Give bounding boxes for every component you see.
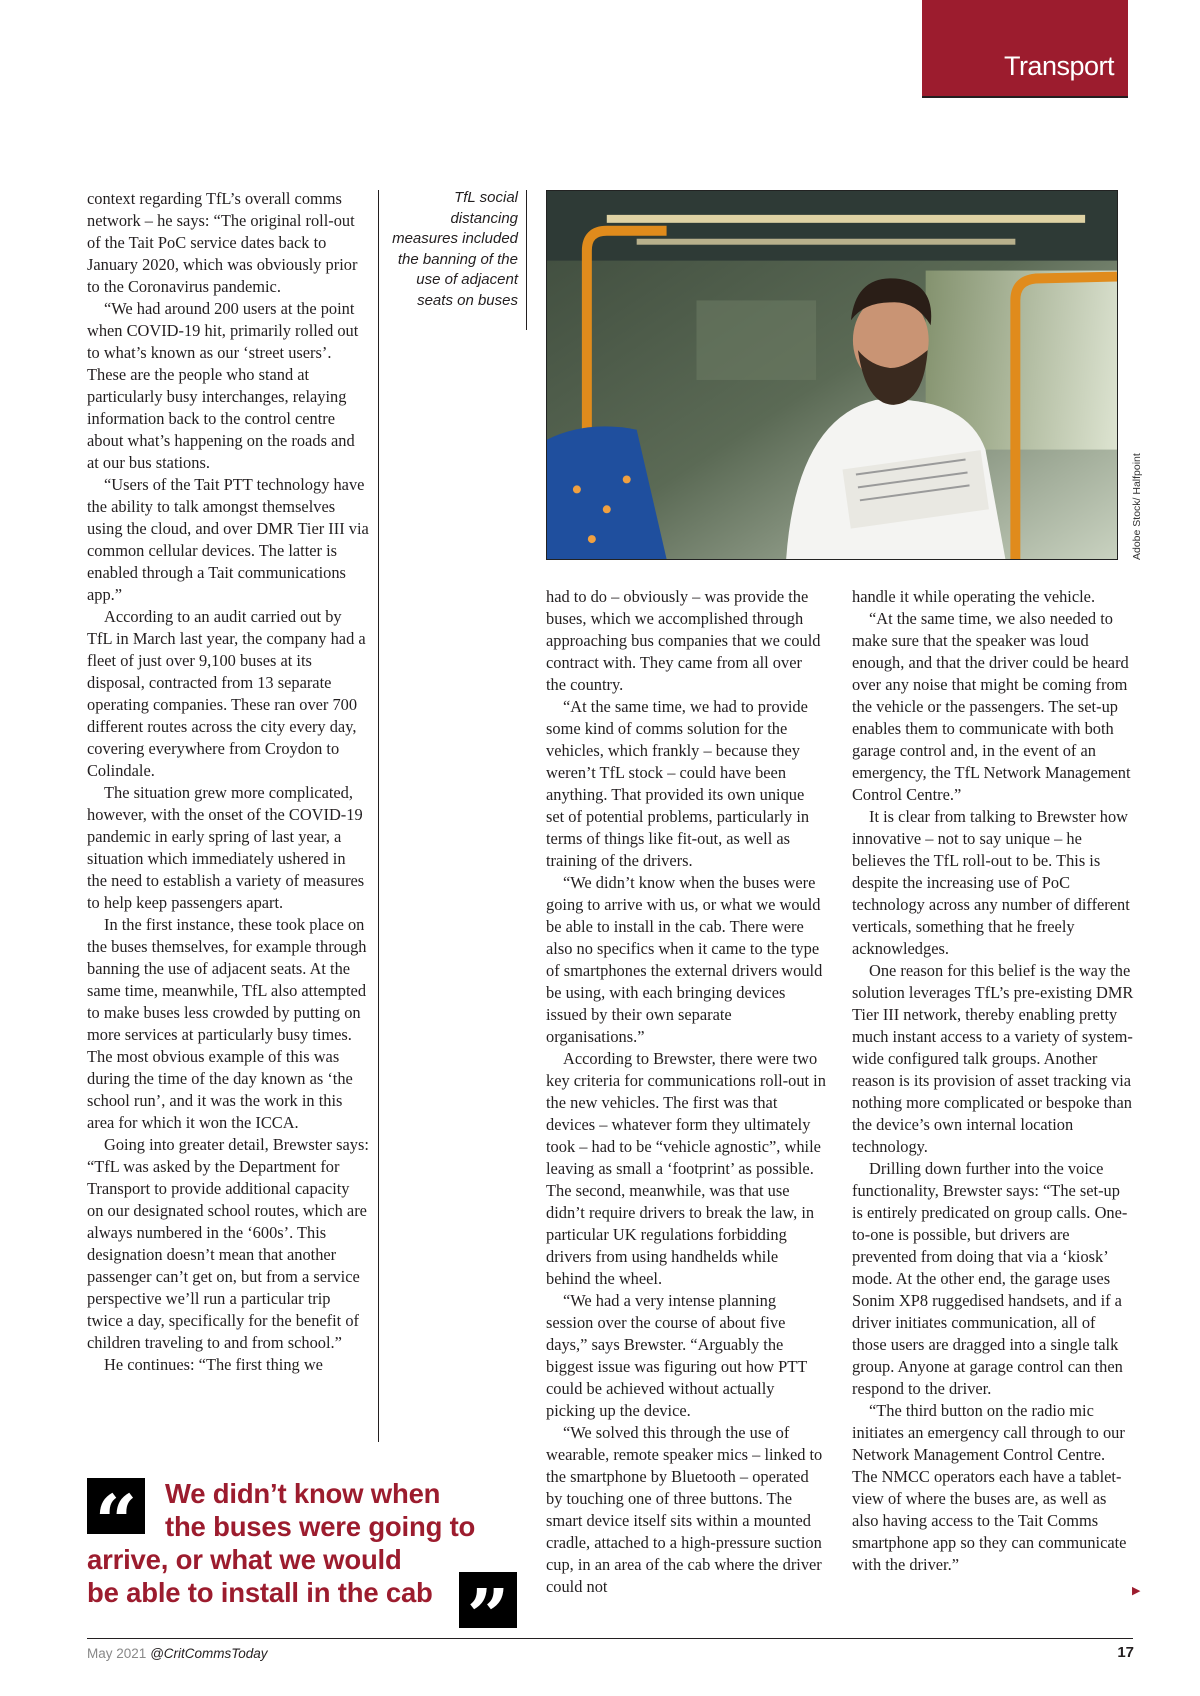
bus-passenger-photo	[546, 190, 1118, 560]
column-divider	[378, 190, 379, 1442]
paragraph: The situation grew more complicated, however, with the onset of the COVID-19 pandemic in early spring of last year, a situation which immediately ushered in the need to establish a variety of measures to help keep passengers apart.	[87, 783, 365, 912]
paragraph: “We solved this through the use of wearable, remote speaker mics – linked to the smartphone by Bluetooth – operated by touching one of three buttons. The smart device itself sits within a mounted cradle, attached to a high-pressure suction cup, in an area of the cab where the driver could not	[546, 1423, 823, 1596]
article-column-2	[546, 586, 826, 1598]
paragraph: Drilling down further into the voice functionality, Brewster says: “The set-up is entirely predicated on group calls. One-to-one is possible, but drivers are prevented from doing that via a ‘kiosk’ mode. At the other end, the garage uses Sonim XP8 ruggedised handsets, and if a driver initiates communication, all of those users are dragged into a single talk group. Anyone at garage control can then respond to the driver.	[852, 1159, 1128, 1398]
photo-credit: Adobe Stock/ Halfpoint	[1131, 453, 1143, 560]
close-quote-icon: ”	[459, 1572, 517, 1628]
paragraph: According to an audit carried out by TfL in March last year, the company had a fleet of just over 9,100 buses at its disposal, contracted from 13 separate operating companies. These ran over 700 different routes across the city every day, covering everywhere from Croydon to Colindale.	[87, 607, 366, 780]
section-tab	[922, 0, 1128, 96]
footer-handle: @CritCommsToday	[150, 1646, 268, 1661]
paragraph: “We had around 200 users at the point when COVID-19 hit, primarily rolled out to what’s known as our ‘street users’. These are the people who stand at particularly busy interchanges, relaying information back to the control centre about what’s happening on the roads and at our bus stations.	[87, 299, 359, 472]
article-column-1	[87, 188, 369, 1376]
paragraph: had to do – obviously – was provide the buses, which we accomplished through approaching bus companies that we could contract with. They came from all over the country.	[546, 587, 821, 694]
pull-quote-line: be able to install in the cab	[87, 1577, 433, 1608]
paragraph: According to Brewster, there were two key criteria for communications roll-out in the new vehicles. The first was that devices – whatever form they ultimately took – had to be “vehicle agnostic”, while leaving as small a ‘footprint’ as possible. The second, meanwhile, was that use didn’t require drivers to break the law, in particular UK regulations forbidding drivers from using handhelds while behind the wheel.	[546, 1049, 826, 1288]
article-column-3	[852, 586, 1134, 1576]
paragraph: One reason for this belief is the way the solution leverages TfL’s pre-existing DMR Tier III network, thereby enabling pretty much instant access to a variety of system-wide configured talk groups. Another reason is its provision of asset tracking via nothing more complicated or bespoke than the device’s own internal location technology.	[852, 961, 1134, 1156]
section-label: Transport	[1003, 51, 1114, 81]
paragraph: In the first instance, these took place on the buses themselves, for example through banning the use of adjacent seats. At the same time, meanwhile, TfL also attempted to make buses less crowded by putting on more services at particularly busy times. The most obvious example of this was during the time of the day known as ‘the school run’, and it was the work in this area for which it won the ICCA.	[87, 915, 367, 1132]
page-number: 17	[1117, 1644, 1134, 1661]
footer-rule	[87, 1638, 1133, 1639]
paragraph: context regarding TfL’s overall comms network – he says: “The original roll-out of the Tait PoC service dates back to January 2020, which was obviously prior to the Coronavirus pandemic.	[87, 189, 358, 296]
pull-quote-line: We didn’t know when	[165, 1478, 441, 1509]
paragraph: “At the same time, we also needed to make sure that the speaker was loud enough, and that the driver could be heard over any noise that might be coming from the vehicle or the passengers. The set-up enables them to communicate with both garage control and, in the event of an emergency, the TfL Network Management Control Centre.”	[852, 609, 1131, 804]
section-rule	[922, 96, 1128, 98]
paragraph: It is clear from talking to Brewster how innovative – not to say unique – he believes the TfL roll-out to be. This is despite the increasing use of PoC technology across any number of different verticals, something that he freely acknowledges.	[852, 807, 1130, 958]
paragraph: “We had a very intense planning session over the course of about five days,” says Brewster. “Arguably the biggest issue was figuring out how PTT could be achieved without actually picking up the device.	[546, 1291, 808, 1420]
paragraph: handle it while operating the vehicle.	[852, 587, 1096, 606]
pull-quote-line: the buses were going to	[165, 1511, 476, 1542]
paragraph: Going into greater detail, Brewster says: “TfL was asked by the Department for Transport to provide additional capacity on our designated school routes, which are always numbered in the ‘600s’. This designation doesn’t mean that another passenger can’t get on, but from a service perspective we’ll run a particular trip twice a day, specifically for the benefit of children traveling to and from school.”	[87, 1135, 369, 1352]
caption-divider	[526, 190, 527, 330]
pull-quote	[87, 1470, 525, 1630]
paragraph: “We didn’t know when the buses were going to arrive with us, or what we would be able to install in the cab. There were also no specifics when it came to the type of smartphones the external drivers would be using, with each bringing devices issued by their own separate organisations.”	[546, 873, 823, 1046]
paragraph: “Users of the Tait PTT technology have the ability to talk amongst themselves using the cloud, and over DMR Tier III via common cellular devices. The latter is enabled through a Tait communications app.”	[87, 475, 369, 604]
open-quote-icon: “	[87, 1478, 145, 1534]
photo-caption: TfL social distancing measures included the banning of the use of adjacent seats on buses	[392, 189, 518, 309]
triangle-right-icon: ▶	[1132, 1584, 1141, 1597]
pull-quote-line: arrive, or what we would	[87, 1544, 402, 1575]
footer-date: May 2021	[87, 1646, 147, 1661]
paragraph: He continues: “The first thing we	[104, 1355, 323, 1374]
paragraph: “At the same time, we had to provide some kind of comms solution for the vehicles, which frankly – because they weren’t TfL stock – could have been anything. That provided its own unique set of potential problems, particularly in terms of things like fit-out, as well as training of the drivers.	[546, 697, 810, 870]
paragraph: “The third button on the radio mic initiates an emergency call through to our Network Management Control Centre. The NMCC operators each have a tablet-view of where the buses are, as well as also having access to the Tait Comms smartphone app so they can communicate with the driver.”	[852, 1401, 1127, 1574]
footer-info	[87, 1646, 268, 1661]
photo-illustration	[547, 191, 1117, 559]
